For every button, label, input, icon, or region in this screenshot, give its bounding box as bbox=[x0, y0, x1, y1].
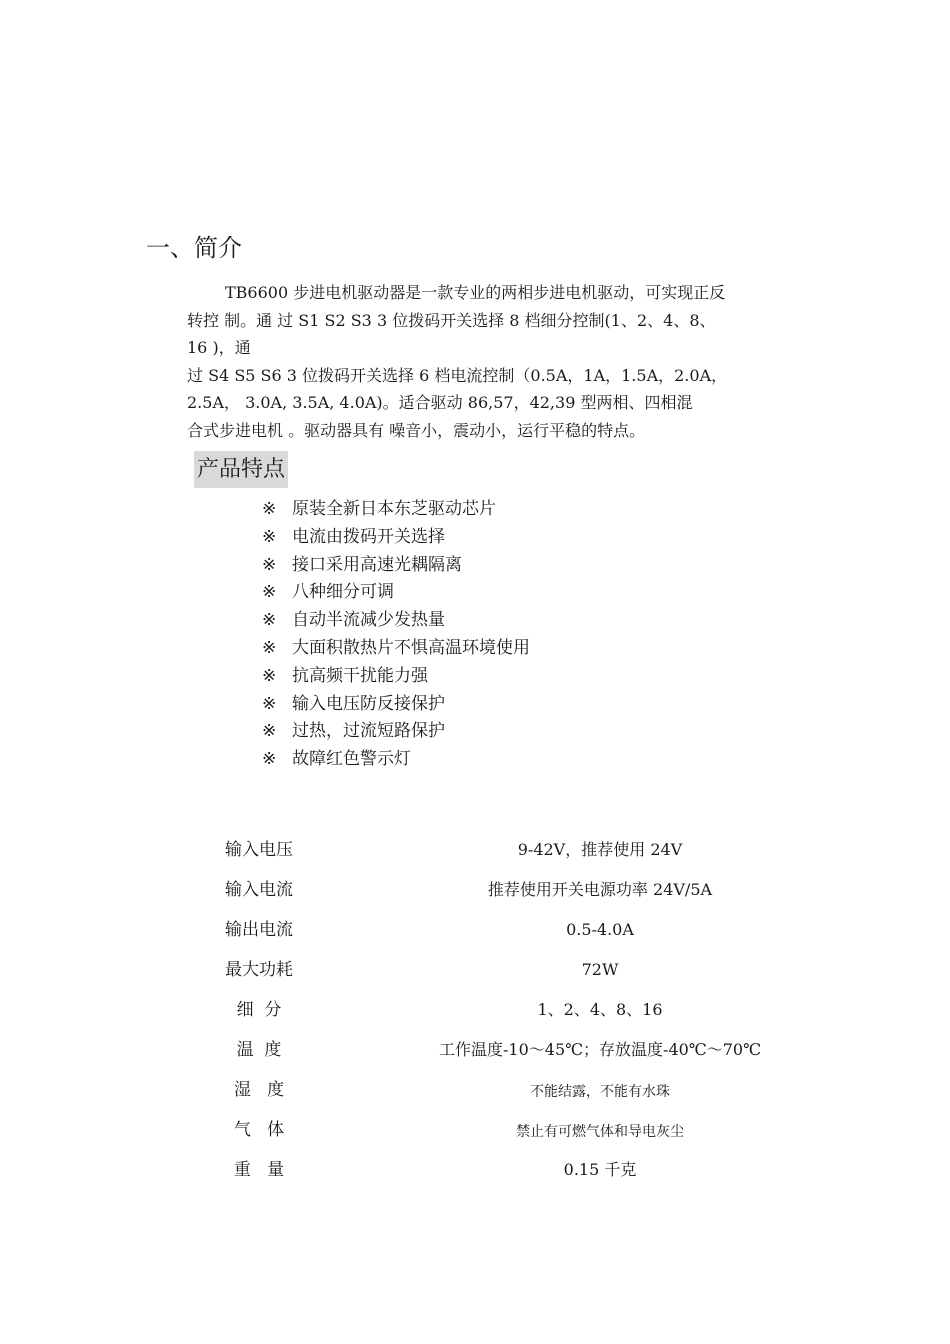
spec-row-input-voltage bbox=[0, 830, 950, 870]
spec-label: 最大功耗 bbox=[225, 960, 293, 980]
spec-row-temperature bbox=[0, 1030, 950, 1070]
spec-label: 气 体 bbox=[233, 1120, 285, 1140]
spec-value: 0.5-4.0A bbox=[566, 920, 634, 939]
reference-mark-icon: ※ bbox=[262, 749, 277, 770]
spec-label: 输出电流 bbox=[225, 920, 293, 940]
intro-line: 转控 制。通 过 S1 S2 S3 3 位拨码开关选择 8 档细分控制(1、2、4、8、 bbox=[187, 310, 716, 330]
intro-line: TB6600 步进电机驱动器是一款专业的两相步进电机驱动，可实现正反 bbox=[225, 283, 726, 302]
reference-mark-icon: ※ bbox=[262, 499, 277, 519]
intro-line: 合式步进电机 。驱动器具有 噪音小，震动小，运行平稳的特点。 bbox=[187, 420, 646, 440]
spec-row-output-current bbox=[0, 910, 950, 950]
feature-item bbox=[262, 607, 530, 635]
reference-mark-icon: ※ bbox=[262, 582, 277, 603]
section-title-intro: 一、简介 bbox=[146, 234, 242, 262]
feature-item bbox=[262, 635, 530, 663]
spec-label: 湿 度 bbox=[233, 1080, 285, 1100]
intro-line: 过 S4 S5 S6 3 位拨码开关选择 6 档电流控制（0.5A，1A，1.5A，2.0A， bbox=[187, 365, 728, 385]
spec-row-input-current bbox=[0, 870, 950, 910]
feature-text: 输入电压防反接保护 bbox=[292, 693, 445, 714]
reference-mark-icon: ※ bbox=[262, 554, 277, 575]
spec-value: 1、2、4、8、16 bbox=[537, 1000, 663, 1019]
intro-line: 2.5A， 3.0A, 3.5A, 4.0A)。适合驱动 86,57，42,39 型两相、四相混 bbox=[187, 393, 693, 412]
spec-label: 细 分 bbox=[236, 1000, 282, 1020]
intro-line: 16 )，通 bbox=[187, 338, 251, 357]
feature-item bbox=[262, 524, 530, 552]
reference-mark-icon: ※ bbox=[262, 526, 277, 547]
feature-text: 过热，过流短路保护 bbox=[292, 721, 445, 742]
feature-item bbox=[262, 552, 530, 580]
spec-row-humidity bbox=[0, 1070, 950, 1110]
feature-text: 抗高频干扰能力强 bbox=[292, 665, 428, 686]
feature-text: 大面积散热片不惧高温环境使用 bbox=[292, 637, 530, 658]
feature-text: 电流由拨码开关选择 bbox=[292, 526, 445, 547]
spec-row-max-power bbox=[0, 950, 950, 990]
reference-mark-icon: ※ bbox=[262, 693, 277, 714]
feature-text: 接口采用高速光耦隔离 bbox=[292, 554, 462, 575]
reference-mark-icon: ※ bbox=[262, 610, 277, 631]
feature-item bbox=[262, 691, 530, 719]
feature-text: 八种细分可调 bbox=[292, 582, 394, 603]
feature-item bbox=[262, 496, 530, 524]
feature-item bbox=[262, 718, 530, 746]
reference-mark-icon: ※ bbox=[262, 637, 277, 658]
spec-table bbox=[0, 830, 950, 1190]
spec-row-gas bbox=[0, 1110, 950, 1150]
features-heading: 产品特点 bbox=[194, 451, 288, 488]
spec-value: 72W bbox=[581, 960, 619, 979]
spec-value: 禁止有可燃气体和导电灰尘 bbox=[516, 1124, 684, 1140]
spec-row-microstep bbox=[0, 990, 950, 1030]
spec-row-weight bbox=[0, 1150, 950, 1190]
reference-mark-icon: ※ bbox=[262, 721, 277, 742]
feature-text: 故障红色警示灯 bbox=[292, 749, 411, 770]
spec-label: 温 度 bbox=[236, 1040, 282, 1060]
spec-label: 输入电流 bbox=[225, 880, 293, 900]
feature-item bbox=[262, 746, 530, 774]
spec-label: 重 量 bbox=[233, 1160, 285, 1180]
reference-mark-icon: ※ bbox=[262, 665, 277, 686]
feature-item bbox=[262, 663, 530, 691]
features-list bbox=[262, 496, 530, 774]
spec-value: 推荐使用开关电源功率 24V/5A bbox=[487, 880, 713, 899]
feature-text: 原装全新日本东芝驱动芯片 bbox=[292, 499, 496, 519]
spec-value: 0.15 千克 bbox=[563, 1160, 637, 1179]
feature-text: 自动半流减少发热量 bbox=[292, 610, 445, 631]
spec-value: 9-42V，推荐使用 24V bbox=[517, 840, 683, 859]
intro-paragraph bbox=[187, 279, 787, 444]
feature-item bbox=[262, 579, 530, 607]
spec-label: 输入电压 bbox=[225, 840, 293, 860]
spec-value: 不能结露，不能有水珠 bbox=[530, 1084, 670, 1100]
spec-value: 工作温度-10～45℃；存放温度-40℃～70℃ bbox=[439, 1040, 761, 1059]
